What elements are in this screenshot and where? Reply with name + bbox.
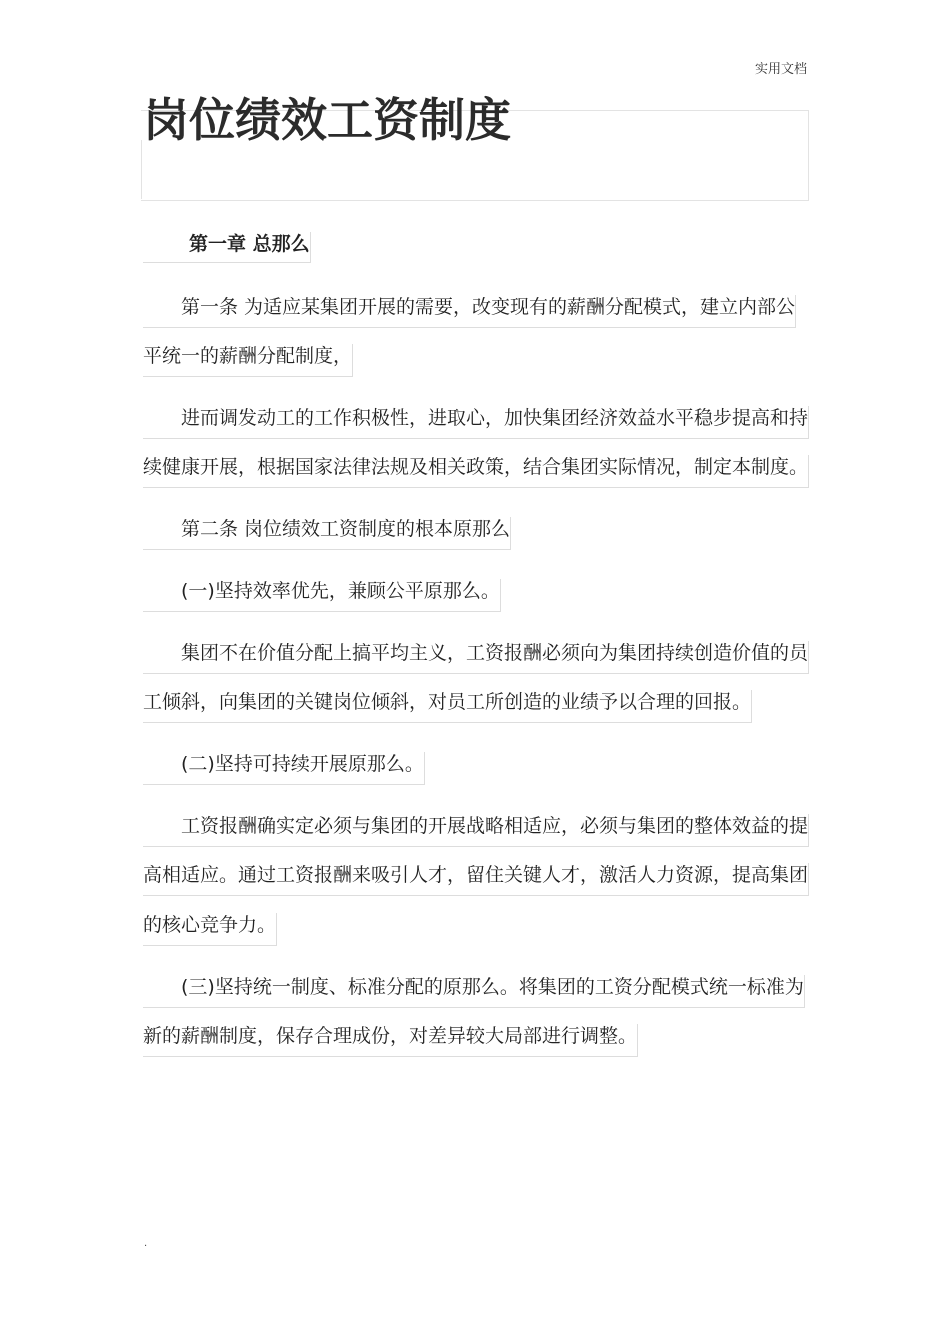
title-frame-left-edge: [141, 140, 142, 199]
paragraph-line: 高相适应。通过工资报酬来吸引人才，留住关键人才，激活人力资源，提高集团: [143, 863, 809, 896]
principle-heading: (二)坚持可持续开展原那么。: [143, 752, 425, 785]
paragraph-line: 工倾斜，向集团的关键岗位倾斜，对员工所创造的业绩予以合理的回报。: [143, 690, 752, 723]
paragraph-line: (三)坚持统一制度、标准分配的原那么。将集团的工资分配模式统一标准为: [143, 975, 805, 1008]
paragraph-line: 第一条 为适应某集团开展的需要，改变现有的薪酬分配模式，建立内部公: [143, 295, 796, 328]
paragraph-line: 续健康开展，根据国家法律法规及相关政策，结合集团实际情况，制定本制度。: [143, 455, 809, 488]
paragraph-line: 集团不在价值分配上搞平均主义，工资报酬必须向为集团持续创造价值的员: [143, 641, 809, 674]
paragraph-line: 平统一的薪酬分配制度，: [143, 344, 353, 377]
chapter-heading: 第一章 总那么: [143, 232, 311, 263]
paragraph-line: 工资报酬确实定必须与集团的开展战略相适应，必须与集团的整体效益的提: [143, 814, 809, 847]
document-title: 岗位绩效工资制度: [143, 93, 511, 147]
footer-mark: .: [144, 1238, 148, 1249]
principle-heading: (一)坚持效率优先，兼顾公平原那么。: [143, 579, 501, 612]
paragraph-line: 的核心竞争力。: [143, 913, 277, 946]
paragraph-line: 新的薪酬制度，保存合理成份，对差异较大局部进行调整。: [143, 1024, 638, 1057]
article-heading: 第二条 岗位绩效工资制度的根本原那么: [143, 517, 511, 550]
paragraph-line: 进而调发动工的工作积极性，进取心，加快集团经济效益水平稳步提高和持: [143, 406, 809, 439]
header-note: 实用文档: [754, 62, 807, 77]
